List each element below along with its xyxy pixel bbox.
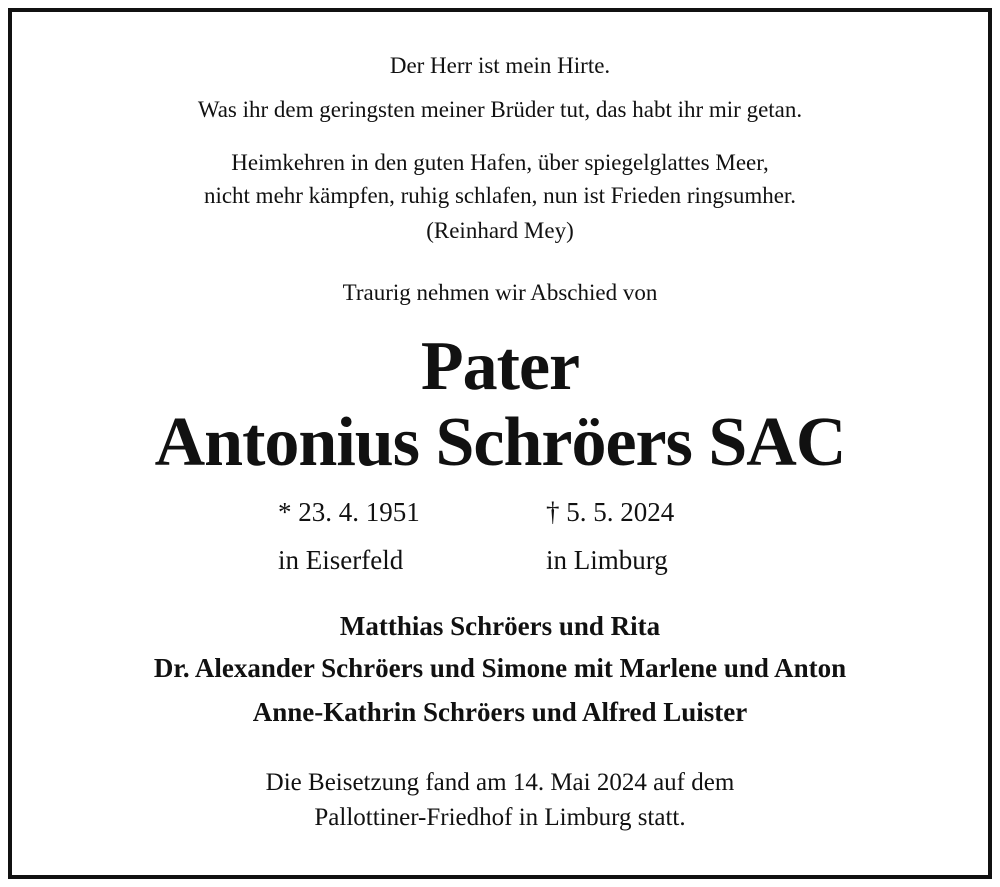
poem-line-2: nicht mehr kämpfen, ruhig schlafen, nun ist Frieden ringsumher.	[203, 183, 797, 208]
burial-info-line-2: Pallottiner-Friedhof in Limburg statt.	[314, 804, 686, 831]
birth-place: in Eiserfeld	[278, 545, 404, 575]
burial-info-line-1: Die Beisetzung fand am 14. Mai 2024 auf dem	[265, 769, 735, 796]
mourner-line: Matthias Schröers und Rita	[339, 611, 661, 641]
poem-line-1: Heimkehren in den guten Hafen, über spiegelglattes Meer,	[231, 150, 769, 175]
birth-date: * 23. 4. 1951	[278, 497, 420, 527]
birth-info	[278, 488, 420, 584]
intro-text: Traurig nehmen wir Abschied von	[342, 280, 658, 305]
death-date: † 5. 5. 2024	[546, 497, 675, 527]
poem-author: (Reinhard Mey)	[426, 218, 574, 243]
death-info	[546, 488, 674, 584]
deceased-title: Pater	[420, 328, 580, 405]
bible-verse-1: Der Herr ist mein Hirte.	[389, 53, 611, 78]
obituary-notice	[8, 8, 992, 879]
bible-verse-2: Was ihr dem geringsten meiner Brüder tut, das habt ihr mir getan.	[197, 97, 803, 122]
deceased-name: Antonius Schröers SAC	[154, 404, 846, 481]
death-place: in Limburg	[546, 545, 668, 575]
mourner-line: Dr. Alexander Schröers und Simone mit Marlene und Anton	[153, 653, 847, 683]
mourner-line: Anne-Kathrin Schröers und Alfred Luister	[252, 697, 748, 727]
